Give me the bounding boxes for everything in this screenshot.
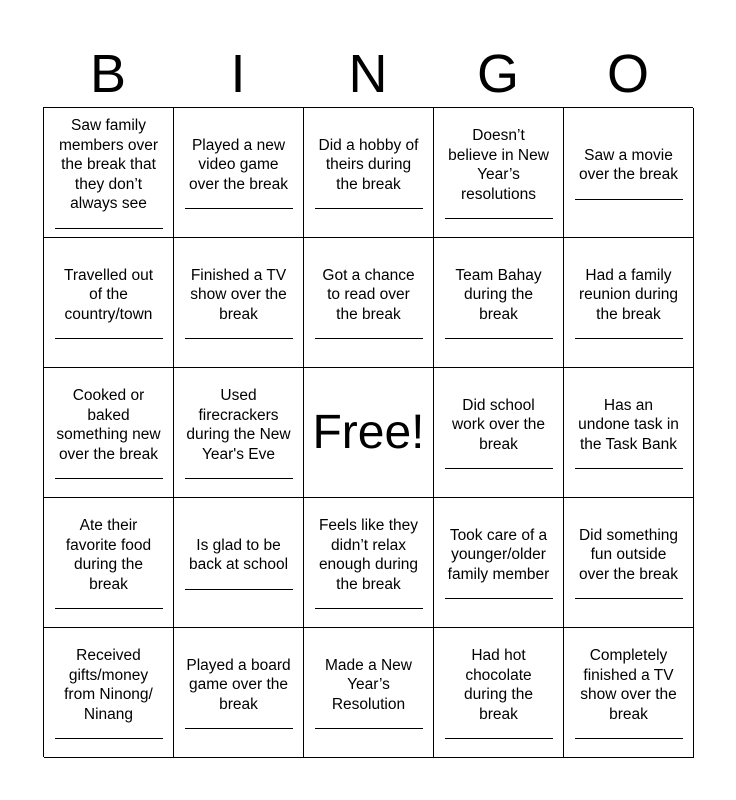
bingo-cell xyxy=(434,498,564,628)
bingo-cell-text: Finished a TV show over the break xyxy=(190,266,287,323)
signature-line xyxy=(185,338,293,339)
signature-line xyxy=(315,338,423,339)
bingo-cell xyxy=(434,368,564,498)
free-space-cell xyxy=(304,368,434,498)
header-letter-i: I xyxy=(230,44,246,104)
signature-line xyxy=(55,478,163,479)
bingo-cell-text: Cooked or baked something new over the break xyxy=(56,387,161,463)
bingo-cell xyxy=(564,368,694,498)
bingo-cell xyxy=(44,628,174,758)
bingo-cell xyxy=(174,498,304,628)
bingo-cell xyxy=(304,498,434,628)
bingo-cell xyxy=(564,498,694,628)
bingo-cell xyxy=(44,498,174,628)
bingo-cell xyxy=(174,628,304,758)
bingo-cell xyxy=(304,108,434,238)
signature-line xyxy=(575,199,683,200)
bingo-cell xyxy=(434,628,564,758)
bingo-cell xyxy=(564,108,694,238)
bingo-cell xyxy=(304,238,434,368)
signature-line xyxy=(445,598,553,599)
bingo-cell-text: Is glad to be back at school xyxy=(188,536,289,573)
bingo-cell-text: Used firecrackers during the New Year's Eve xyxy=(186,387,291,463)
signature-line xyxy=(575,598,683,599)
bingo-cell-text: Ate their favorite food during the break xyxy=(65,517,152,593)
bingo-cell xyxy=(44,108,174,238)
signature-line xyxy=(185,589,293,590)
signature-line xyxy=(445,338,553,339)
signature-line xyxy=(575,738,683,739)
bingo-cell-text: Had hot chocolate during the break xyxy=(464,647,533,723)
bingo-cell xyxy=(174,238,304,368)
signature-line xyxy=(55,338,163,339)
signature-line xyxy=(55,608,163,609)
bingo-cell-text: Took care of a younger/older family member xyxy=(447,526,550,583)
bingo-grid xyxy=(43,107,693,757)
bingo-cell-text: Got a chance to read over the break xyxy=(322,266,415,323)
bingo-cell xyxy=(44,368,174,498)
bingo-cell xyxy=(434,108,564,238)
signature-line xyxy=(575,338,683,339)
bingo-cell-text: Saw a movie over the break xyxy=(578,146,679,183)
bingo-cell xyxy=(564,238,694,368)
header-letter-g: G xyxy=(476,44,519,104)
bingo-cell-text: Feels like they didn’t relax enough during the break xyxy=(318,517,419,593)
bingo-cell-text: Played a board game over the break xyxy=(186,656,291,713)
bingo-cell-text: Played a new video game over the break xyxy=(188,136,289,193)
signature-line xyxy=(185,728,293,729)
header-letter-n: N xyxy=(348,44,388,104)
bingo-cell-text: Team Bahay during the break xyxy=(455,266,542,323)
signature-line xyxy=(315,608,423,609)
bingo-header xyxy=(43,40,693,108)
bingo-cell xyxy=(174,108,304,238)
bingo-cell xyxy=(434,238,564,368)
signature-line xyxy=(575,468,683,469)
bingo-cell-text: Travelled out of the country/town xyxy=(63,266,154,323)
signature-line xyxy=(445,468,553,469)
bingo-cell-text: Received gifts/money from Ninong/ Ninang xyxy=(64,647,153,723)
bingo-cell-text: Did something fun outside over the break xyxy=(578,526,679,583)
bingo-cell-text: Did school work over the break xyxy=(451,396,546,453)
signature-line xyxy=(445,218,553,219)
signature-line xyxy=(55,228,163,229)
bingo-cell-text: Made a New Year’s Resolution xyxy=(324,656,412,713)
signature-line xyxy=(185,478,293,479)
bingo-cell-text: Has an undone task in the Task Bank xyxy=(578,396,679,453)
signature-line xyxy=(315,728,423,729)
bingo-cell-text: Saw family members over the break that they don’t always see xyxy=(58,117,159,213)
signature-line xyxy=(445,738,553,739)
signature-line xyxy=(185,208,293,209)
bingo-cell-text: Had a family reunion during the break xyxy=(578,266,679,323)
signature-line xyxy=(315,208,423,209)
header-letter-o: O xyxy=(606,44,649,104)
bingo-cell xyxy=(44,238,174,368)
bingo-cell xyxy=(304,628,434,758)
free-space-label: Free! xyxy=(312,405,425,459)
header-letter-b: B xyxy=(89,44,127,104)
bingo-cell-text: Did a hobby of theirs during the break xyxy=(318,136,419,193)
signature-line xyxy=(55,738,163,739)
bingo-cell xyxy=(174,368,304,498)
bingo-cell-text: Completely finished a TV show over the break xyxy=(580,647,677,723)
bingo-cell-text: Doesn’t believe in New Year’s resolutions xyxy=(448,127,549,203)
bingo-cell xyxy=(564,628,694,758)
